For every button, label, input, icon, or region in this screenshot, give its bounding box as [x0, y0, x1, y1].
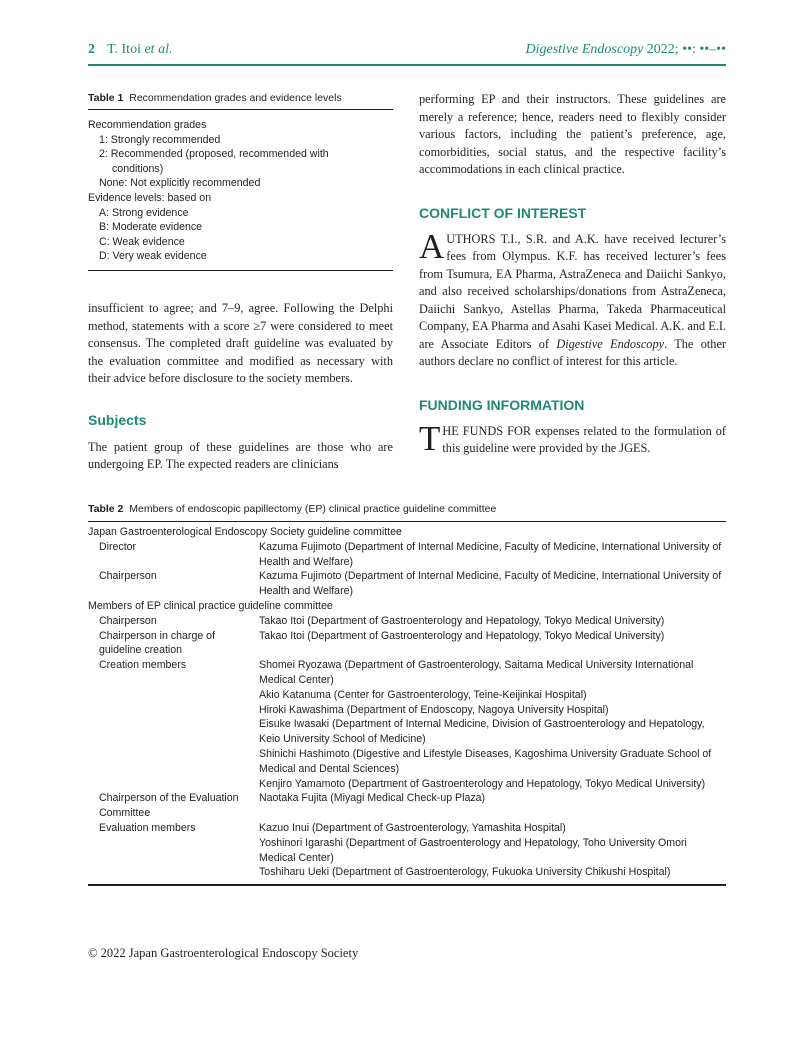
table2: [88, 503, 726, 886]
coi-paragraph: [419, 226, 727, 371]
table2-role: Chairperson: [99, 570, 157, 583]
coi-dropcap: A: [419, 226, 445, 266]
header-left: [88, 42, 172, 58]
table2-row: [88, 791, 726, 821]
table2-names: [259, 658, 726, 791]
table2-caption: [88, 503, 726, 515]
table2-member: Kazuma Fujimoto (Department of Internal Medicine, Faculty of Medicine, International University of Health and Welfare): [259, 570, 722, 598]
funding-paragraph: [419, 418, 726, 458]
table1-label: Table 1: [88, 92, 124, 104]
table2-caption-text: Members of endoscopic papillectomy (EP) clinical practice guideline committee: [129, 503, 497, 515]
table1-line: Recommendation grades: [88, 119, 207, 131]
table2-role: Creation members: [99, 659, 187, 672]
table1-line: B: Moderate evidence: [99, 221, 203, 234]
table1-line: conditions): [112, 162, 164, 175]
table2-member: Eisuke Iwasaki (Department of Internal Medicine, Division of Gastroenterology and Hepatology, Keio University School of Medicine): [259, 718, 705, 746]
header-rule: [88, 64, 726, 66]
left-column: [88, 88, 393, 474]
table2-bottom-rule: [88, 884, 726, 886]
table2-member: Kazuma Fujimoto (Department of Internal Medicine, Faculty of Medicine, International University of Health and Welfare): [259, 540, 722, 568]
table1-line: None: Not explicitly recommended: [99, 177, 261, 190]
table1-line: Evidence levels: based on: [88, 191, 212, 204]
funding-text: HE FUNDS FOR expenses related to the formulation of this guideline were provided by the JGES.: [442, 423, 726, 455]
right-column: [419, 88, 726, 458]
table2-label: Table 2: [88, 503, 124, 515]
table1-line: 1: Strongly recommended: [99, 133, 221, 146]
funding-heading: FUNDING INFORMATION: [419, 396, 585, 413]
table1-line: 2: Recommended (proposed, recommended with: [99, 148, 329, 161]
table2-names: [259, 569, 726, 599]
table2-member: Naotaka Fujita (Miyagi Medical Check-up Plaza): [259, 792, 486, 805]
table2-member: Shinichi Hashimoto (Digestive and Lifestyle Diseases, Kagoshima University Graduate School of Medical and Dental Sciences): [259, 747, 712, 775]
subjects-paragraph: The patient group of these guidelines are those who are undergoing EP. The expected readers are clinicians: [88, 439, 393, 472]
table2-member: Kazuo Inui (Department of Gastroenterology, Yamashita Hospital): [259, 821, 566, 834]
table1-body: [88, 110, 393, 270]
header-volume-pages: ••: ••–••: [682, 42, 726, 57]
table1-line: C: Weak evidence: [99, 235, 185, 248]
table2-body: [88, 522, 726, 882]
header-etal: et al.: [144, 42, 173, 57]
coi-text: UTHORS T.I., S.R. and A.K. have received lecturer’s fees from Olympus. K.F. has received lecturer’s fees from Tsumura, EA Pharma, AstraZeneca and Daiichi Sankyo, and also received scholarships/donations from AstraZeneca, Daiichi Sankyo, Astellas Pharma, Takeda Pharmaceutical Company, EA Pharma and Asahi Kasei Medical. A.K. and E.I. are Associate Editors of: [419, 231, 726, 351]
table2-role: Chairperson in charge of guideline creation: [99, 629, 216, 657]
table2-role: Evaluation members: [99, 821, 196, 834]
subjects-heading: Subjects: [88, 411, 147, 428]
table2-member: Akio Katanuma (Center for Gastroenterology, Teine-Keijinkai Hospital): [259, 688, 587, 701]
table2-member: Shomei Ryozawa (Department of Gastroenterology, Saitama Medical University International Medical Center): [259, 659, 694, 686]
table2-names: [259, 614, 726, 629]
table2-row: [88, 569, 726, 599]
table2-names: [259, 540, 726, 570]
table2-names: [259, 791, 726, 821]
coi-tail: . The other authors declare no conflict of interest for this article.: [419, 336, 727, 368]
funding-dropcap: T: [419, 418, 441, 458]
coi-journal: Digestive Endoscopy: [556, 336, 665, 351]
table2-row: [88, 658, 726, 791]
table2-section-title: Members of EP clinical practice guideline committee: [88, 599, 333, 612]
table2-names: [259, 629, 726, 659]
left-paragraph-1: insufficient to agree; and 7–9, agree. Following the Delphi method, statements with a score ≥7 were considered to meet consensus. The completed draft guideline was evaluated by the evaluation committee and modified as necessary with their advice before disclosure to the society members.: [88, 301, 393, 386]
header-authors: T. Itoi: [107, 42, 141, 57]
coi-heading: CONFLICT OF INTEREST: [419, 204, 587, 221]
right-paragraph-1: performing EP and their instructors. These guidelines are merely a reference; hence, readers need to flexibly consider various factors, including the patient’s preference, age, comorbidities, social status, and the respective facility’s accommodations in each clinical practice.: [419, 92, 726, 176]
table2-section-title: Japan Gastroenterological Endoscopy Society guideline committee: [88, 526, 402, 538]
table2-role: Director: [99, 540, 137, 553]
table2-member: Toshiharu Ueki (Department of Gastroenterology, Fukuoka University Chikushi Hospital): [259, 866, 671, 879]
table2-row: [88, 540, 726, 570]
table2-row: [88, 629, 726, 659]
table2-role: Chairperson: [99, 614, 157, 627]
table2-member: Yoshinori Igarashi (Department of Gastroenterology and Hepatology, Toho University Omori Medical Center): [259, 836, 687, 864]
table2-member: Takao Itoi (Department of Gastroenterology and Hepatology, Tokyo Medical University): [259, 614, 665, 627]
header-right: [526, 42, 727, 58]
table2-role: Chairperson of the Evaluation Committee: [99, 792, 239, 820]
page-number: 2: [88, 42, 95, 57]
table2-names: [259, 821, 726, 880]
header-year: 2022;: [646, 42, 679, 57]
table2-row: [88, 821, 726, 880]
table1-line: D: Very weak evidence: [99, 250, 207, 263]
copyright-footer: © 2022 Japan Gastroenterological Endoscopy Society: [88, 946, 359, 960]
table1-caption-text: Recommendation grades and evidence levels: [129, 92, 342, 104]
running-header: [88, 42, 726, 62]
table1-line: A: Strong evidence: [99, 206, 189, 219]
header-journal: Digestive Endoscopy: [525, 42, 644, 57]
table2-member: Hiroki Kawashima (Department of Endoscopy, Nagoya University Hospital): [259, 703, 609, 716]
table1-caption: [88, 92, 393, 104]
table2-member: Kenjiro Yamamoto (Department of Gastroenterology and Hepatology, Tokyo Medical University): [259, 777, 706, 790]
table2-member: Takao Itoi (Department of Gastroenterology and Hepatology, Tokyo Medical University): [259, 629, 665, 642]
table1-bottom-rule: [88, 270, 393, 272]
table2-row: [88, 614, 726, 629]
